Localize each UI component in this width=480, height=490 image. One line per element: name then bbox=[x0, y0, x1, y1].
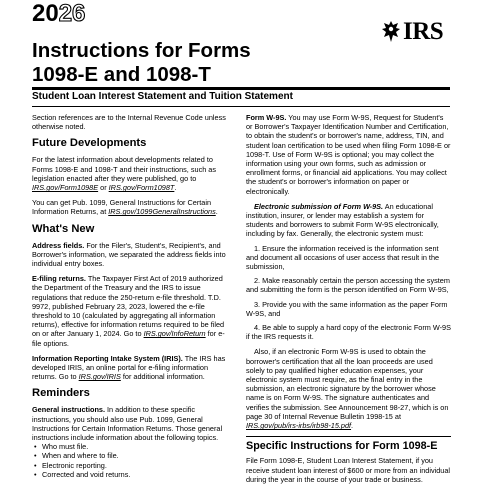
list-item: • When and where to file. bbox=[32, 451, 232, 460]
signature-text: Also, if an electronic Form W-9S is used to obtain the borrower's certification that all the loan proceeds are used solely to pay qualified higher education expenses, your electronic system must require, as the final entry in the submission, an electronic signature by the borrower whose name is on Form W-9S. The signature authenticates and verifies the submission. See Announcement 98-27, which is on page 30 of Internal Revenue Bulletin 1998-15 at bbox=[246, 347, 449, 421]
whats-new-heading: What's New bbox=[32, 222, 95, 235]
irs-logo bbox=[381, 18, 443, 46]
iris-end: for additional information. bbox=[120, 372, 205, 382]
future-p1-end: . bbox=[174, 183, 177, 193]
title-line-2: 1098-E and 1098-T bbox=[32, 63, 211, 86]
electronic-submission-text: An educational institution, insurer, or lender may establish a system for students and borrowers to submit Form W-9S electronically, including by fax. Generally, the electronic system must: bbox=[246, 201, 439, 239]
address-fields-label: Address fields. bbox=[32, 240, 85, 250]
iris-paragraph bbox=[32, 354, 232, 382]
efile-paragraph bbox=[32, 274, 232, 348]
inforeturn-link[interactable]: IRS.gov/InfoReturn bbox=[143, 329, 206, 339]
form-w9s-text: You may use Form W-9S, Request for Student's or Borrower's Taxpayer Identification Number and Certification, to obtain the student's or borrower's name, address, TIN, and student loan certification to be used when filing Form 1098-E or 1098-T. Use of Form W-9S is optional; you may collect the information using your own forms, such as admission or enrollment forms, or financial aid applications. You may collect the student's or borrower's information on paper or electronically. bbox=[246, 113, 451, 196]
efile-label: E-filing returns. bbox=[32, 274, 86, 284]
right-column bbox=[246, 113, 451, 490]
page-title bbox=[32, 39, 251, 87]
form-w9s-label: Form W-9S. bbox=[246, 113, 287, 122]
future-paragraph-2 bbox=[32, 198, 232, 216]
efile-text: The Taxpayer First Act of 2019 authorized the Department of the Treasury and the IRS to issue regulations that reduce the 250-return e-file threshold. T.D. 9972, published February 23, 2023, lowered the e-file threshold to 10 (calculated by aggregating all information returns), effective for information returns required to be filed on or after January 1, 2024. Go to bbox=[32, 274, 225, 339]
iris-text: The IRS has developed IRIS, an online portal for e-filing information returns. Go to bbox=[32, 353, 226, 382]
year-prefix: 20 bbox=[32, 0, 59, 27]
requirement-2: 2. Make reasonably certain the person accessing the system and submitting the form is the person identified on Form W-9S, bbox=[246, 276, 450, 295]
iris-link[interactable]: IRS.gov/IRIS bbox=[78, 372, 121, 382]
future-p2-end: . bbox=[215, 207, 218, 217]
efile-end: for e-file options. bbox=[32, 329, 225, 348]
list-item: • Electronic reporting. bbox=[32, 461, 232, 470]
title-line-1: Instructions for Forms bbox=[32, 39, 251, 62]
general-instructions-text: In addition to these specific instructions, you should also use Pub. 1099, General Instructions for Certain Information Returns. Those general instructions include information about the following topics. bbox=[32, 405, 223, 443]
general-instructions-link[interactable]: IRS.gov/1099GeneralInstructions bbox=[108, 207, 216, 217]
title-rule bbox=[32, 87, 450, 90]
future-p1-text: For the latest information about developments related to Forms 1098-E and 1098-T and their instructions, such as legislation enacted after they were published, go to bbox=[32, 155, 217, 183]
form1098t-link[interactable]: IRS.gov/Form1098T bbox=[108, 183, 175, 193]
left-column bbox=[32, 113, 232, 479]
address-fields-text: For the Filer's, Student's, Recipient's, and Borrower's information, we separated the address fields into individual entry boxes. bbox=[32, 240, 226, 269]
electronic-submission-paragraph bbox=[246, 202, 451, 239]
form-year bbox=[32, 1, 85, 27]
specific-instructions-text: File Form 1098-E, Student Loan Interest Statement, if you receive student loan interest of $600 or more from an individual during the year in the course of your trade or business. bbox=[246, 456, 451, 484]
form-w9s-paragraph bbox=[246, 113, 451, 196]
section-rule bbox=[246, 436, 451, 437]
future-p1-or: or bbox=[98, 183, 109, 193]
irb-link[interactable]: IRS.gov/pub/irs-irbs/irb98-15.pdf bbox=[246, 421, 352, 431]
page-subtitle: Student Loan Interest Statement and Tuition Statement bbox=[32, 91, 293, 102]
requirement-1: 1. Ensure the information received is the information sent and document all occasions of user access that result in the submission, bbox=[246, 243, 440, 272]
logo-text: IRS bbox=[403, 18, 444, 45]
list-item: • Who must file. bbox=[32, 442, 232, 451]
future-paragraph-1 bbox=[32, 155, 232, 192]
general-instructions-paragraph bbox=[32, 405, 232, 442]
form1098e-link[interactable]: IRS.gov/Form1098E bbox=[32, 183, 99, 193]
specific-instructions-heading: Specific Instructions for Form 1098-E bbox=[246, 440, 438, 453]
requirement-4: 4. Be able to supply a hard copy of the electronic Form W-9S if the IRS requests it. bbox=[246, 323, 451, 342]
address-fields-paragraph bbox=[32, 241, 232, 269]
requirement-3: 3. Provide you with the same information as the paper Form W-9S, and bbox=[246, 299, 448, 318]
topics-list bbox=[32, 442, 232, 479]
general-instructions-label: General instructions. bbox=[32, 405, 105, 415]
iris-label: Information Reporting Intake System (IRIS). bbox=[32, 353, 183, 363]
reminders-heading: Reminders bbox=[32, 387, 90, 400]
future-p2-text: You can get Pub. 1099, General Instructions for Certain Information Returns, at bbox=[32, 198, 212, 217]
signature-end: . bbox=[351, 421, 354, 431]
subtitle-rule bbox=[32, 106, 450, 107]
future-developments-heading: Future Developments bbox=[32, 137, 147, 150]
eagle-icon bbox=[381, 20, 401, 44]
intro-text: Section references are to the Internal Revenue Code unless otherwise noted. bbox=[32, 113, 226, 132]
electronic-submission-label: Electronic submission of Form W-9S. bbox=[254, 201, 384, 211]
signature-paragraph bbox=[246, 347, 451, 430]
list-item: • Corrected and void returns. bbox=[32, 470, 232, 479]
year-suffix: 26 bbox=[58, 0, 86, 27]
